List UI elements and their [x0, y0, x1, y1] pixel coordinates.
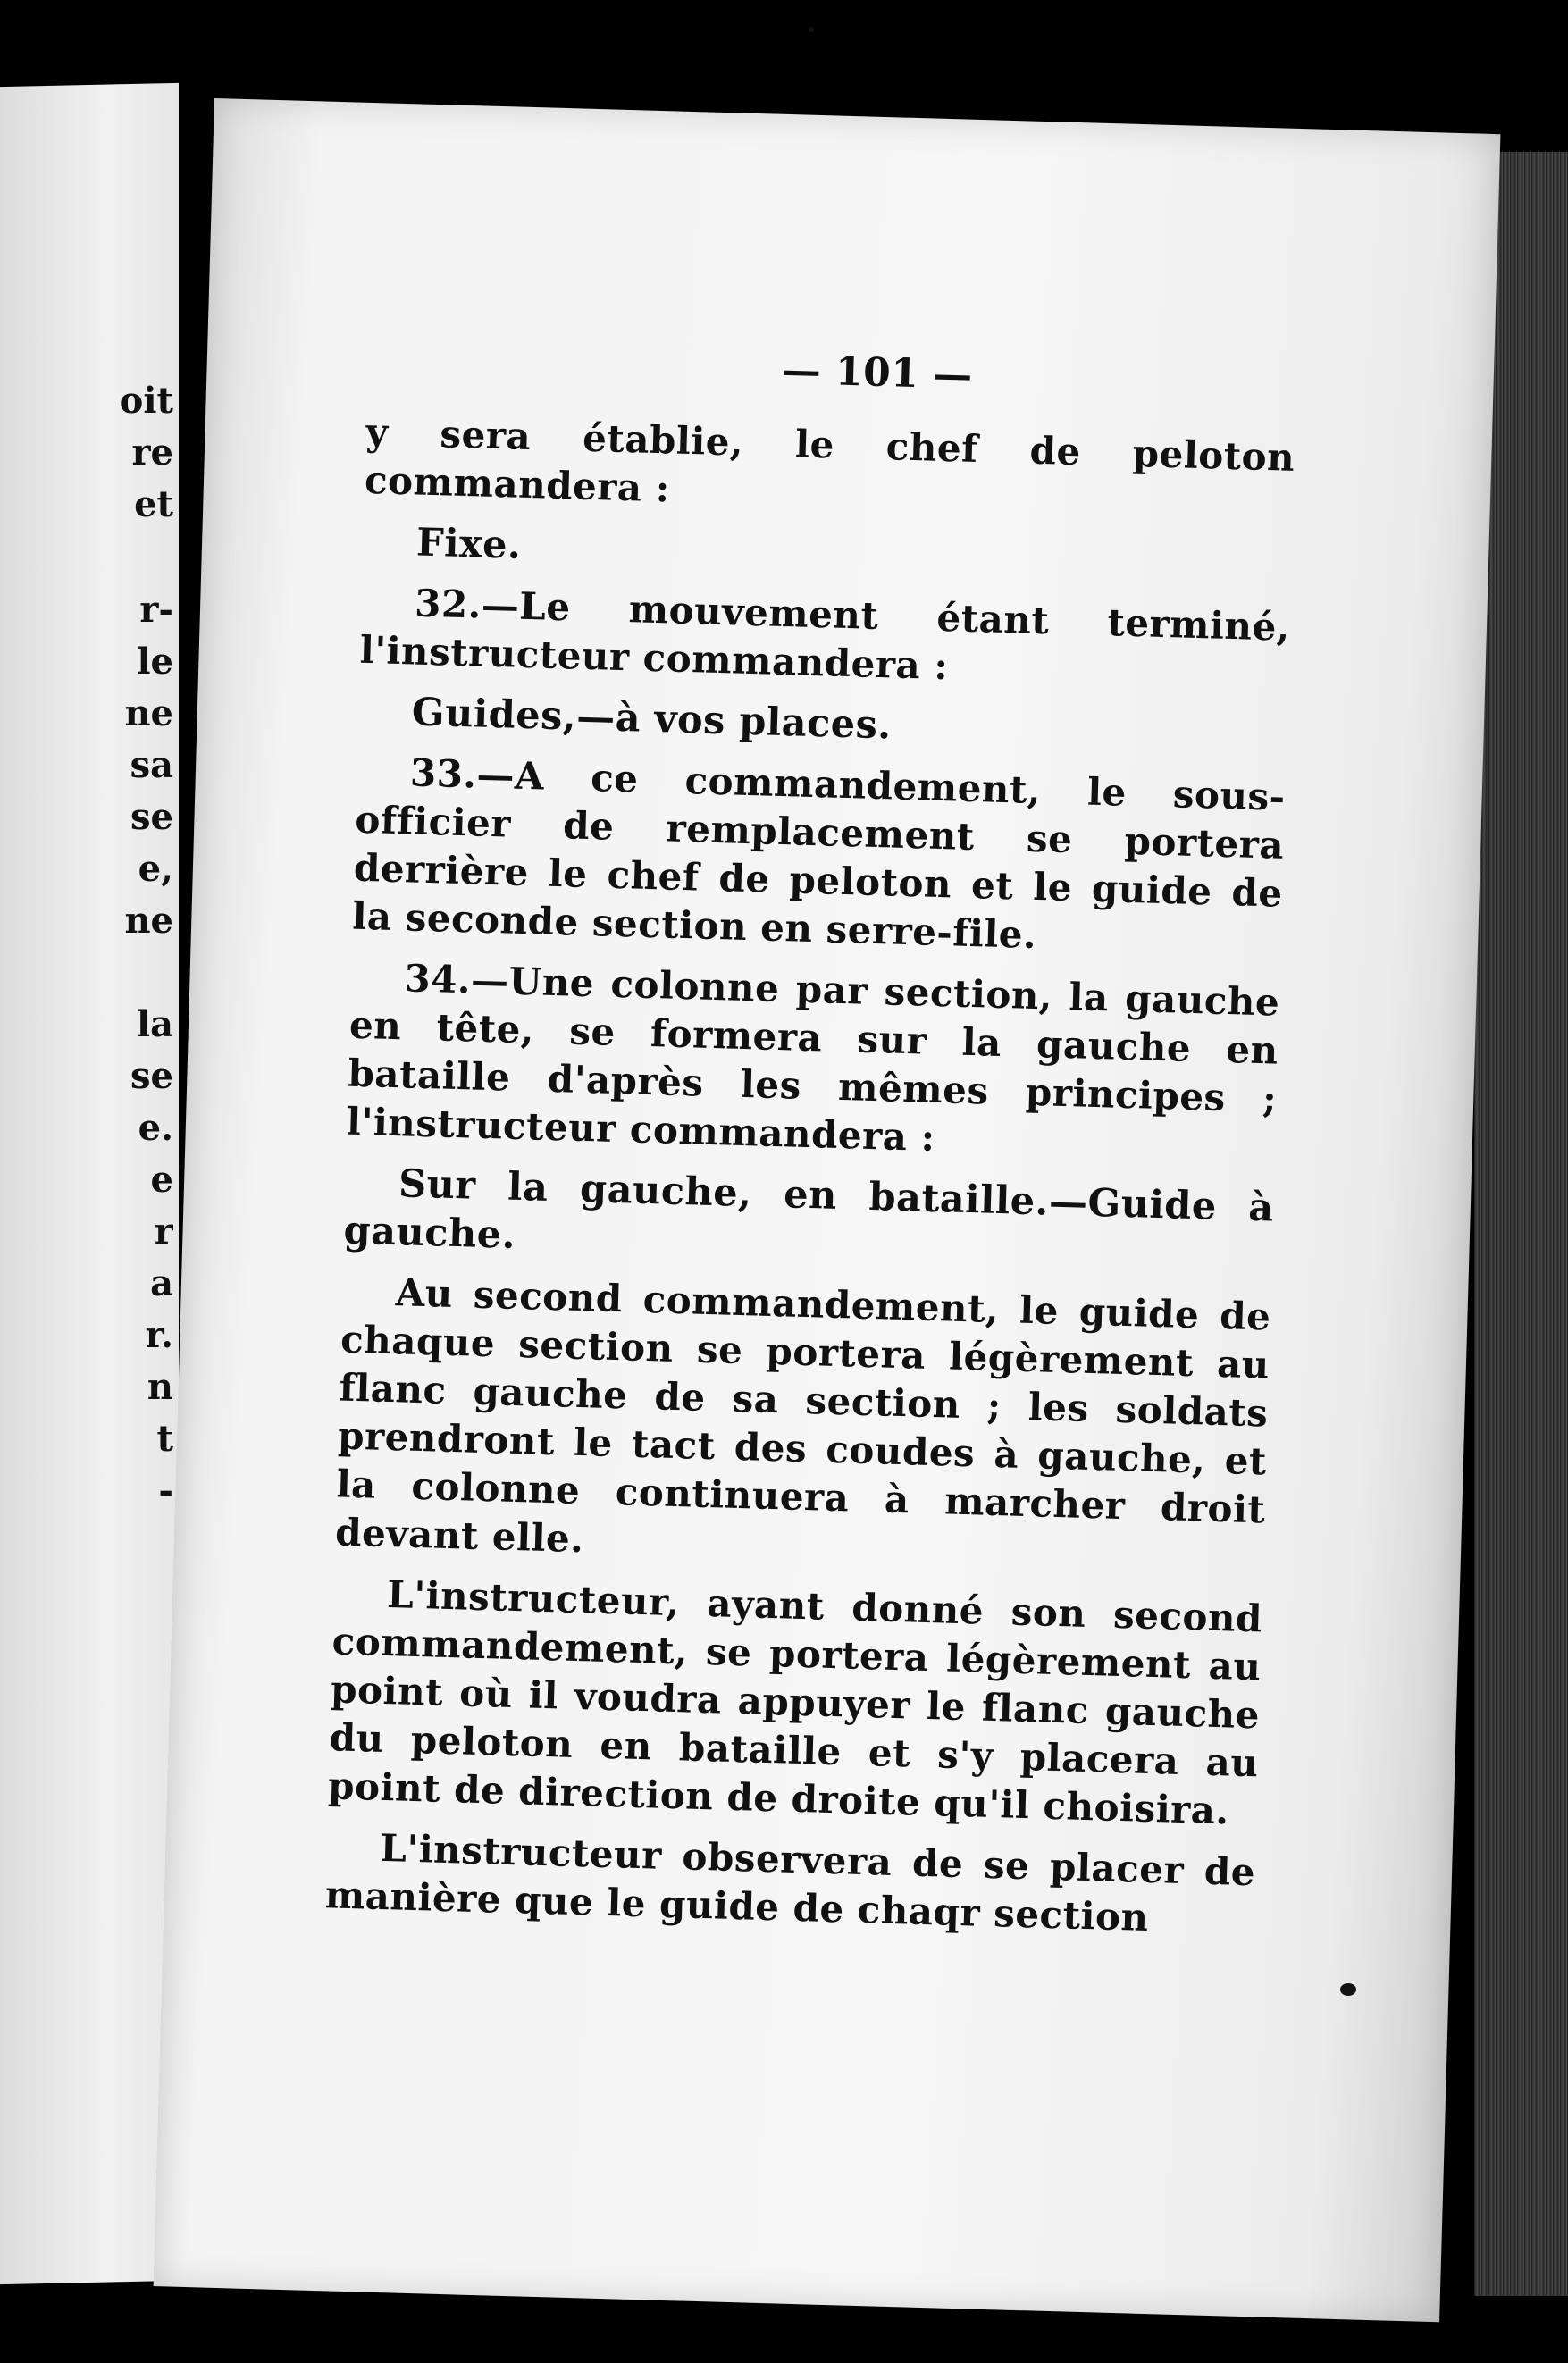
fragment: se	[130, 796, 173, 838]
page-number: — 101 —	[781, 347, 974, 398]
command-line: Fixe.	[415, 520, 523, 568]
paragraph: L'instructeur observera de se placer de manière que le guide de chaqr section	[324, 1825, 1256, 1940]
ink-speck	[1340, 1983, 1356, 1996]
fragment: ne	[124, 692, 173, 734]
fragment: t	[156, 1418, 173, 1460]
fragment: a	[150, 1262, 173, 1304]
fragment: n	[147, 1366, 173, 1408]
fragment: et	[134, 483, 173, 525]
paragraph: L'instructeur, ayant donné son second commandement, se portera légèrement au point où il voudra appuyer le flanc gauche du peloton en bataille et s'y placera au point de direction de droite qu'il choisira.	[327, 1572, 1263, 1833]
paragraph: 32.—Le mouvement étant terminé, l'instructeur commandera :	[359, 581, 1291, 689]
fragment: r-	[139, 589, 173, 631]
book-page	[154, 98, 1501, 2322]
command-line: Sur la gauche, en bataille.—Guide à gauche.	[342, 1161, 1275, 1258]
fragment: r.	[145, 1314, 173, 1356]
previous-page-text-fragments	[0, 375, 179, 1517]
fragment: e,	[138, 848, 173, 890]
paragraph: 34.—Une colonne par section, la gauche en tête, se formera sur la gauche en bataille d'après les mêmes principes ; l'instructeur commandera :	[346, 956, 1280, 1160]
fragment: -	[158, 1470, 173, 1512]
fragment: re	[131, 432, 173, 473]
paragraph: y sera établie, le chef de peloton commandera :	[364, 409, 1295, 511]
fragment: ne	[124, 900, 173, 942]
fragment: e.	[138, 1107, 173, 1149]
fragment: la	[136, 1003, 173, 1045]
fragment: se	[130, 1055, 173, 1097]
command-line: Guides,—à vos places.	[411, 690, 893, 749]
paragraph: Au second commandement, le guide de chaque section se portera légèrement au flanc gauche de sa section ; les soldats prendront le tact des coudes à gauche, et la colonne continuera à marcher droit devant elle.	[334, 1270, 1272, 1562]
fragment: le	[137, 641, 173, 683]
paragraph: 33.—A ce commandement, le sous-officier de remplacement se portera derrière le chef de peloton et le guide de la seconde section en serre-file.	[351, 750, 1287, 958]
fragment	[0, 947, 173, 999]
fragment: e	[150, 1159, 173, 1201]
fragment: sa	[130, 744, 173, 786]
fragment: r	[154, 1211, 173, 1253]
ink-speck	[809, 27, 814, 32]
fragment: oit	[119, 380, 173, 422]
page-text	[324, 335, 1298, 1957]
